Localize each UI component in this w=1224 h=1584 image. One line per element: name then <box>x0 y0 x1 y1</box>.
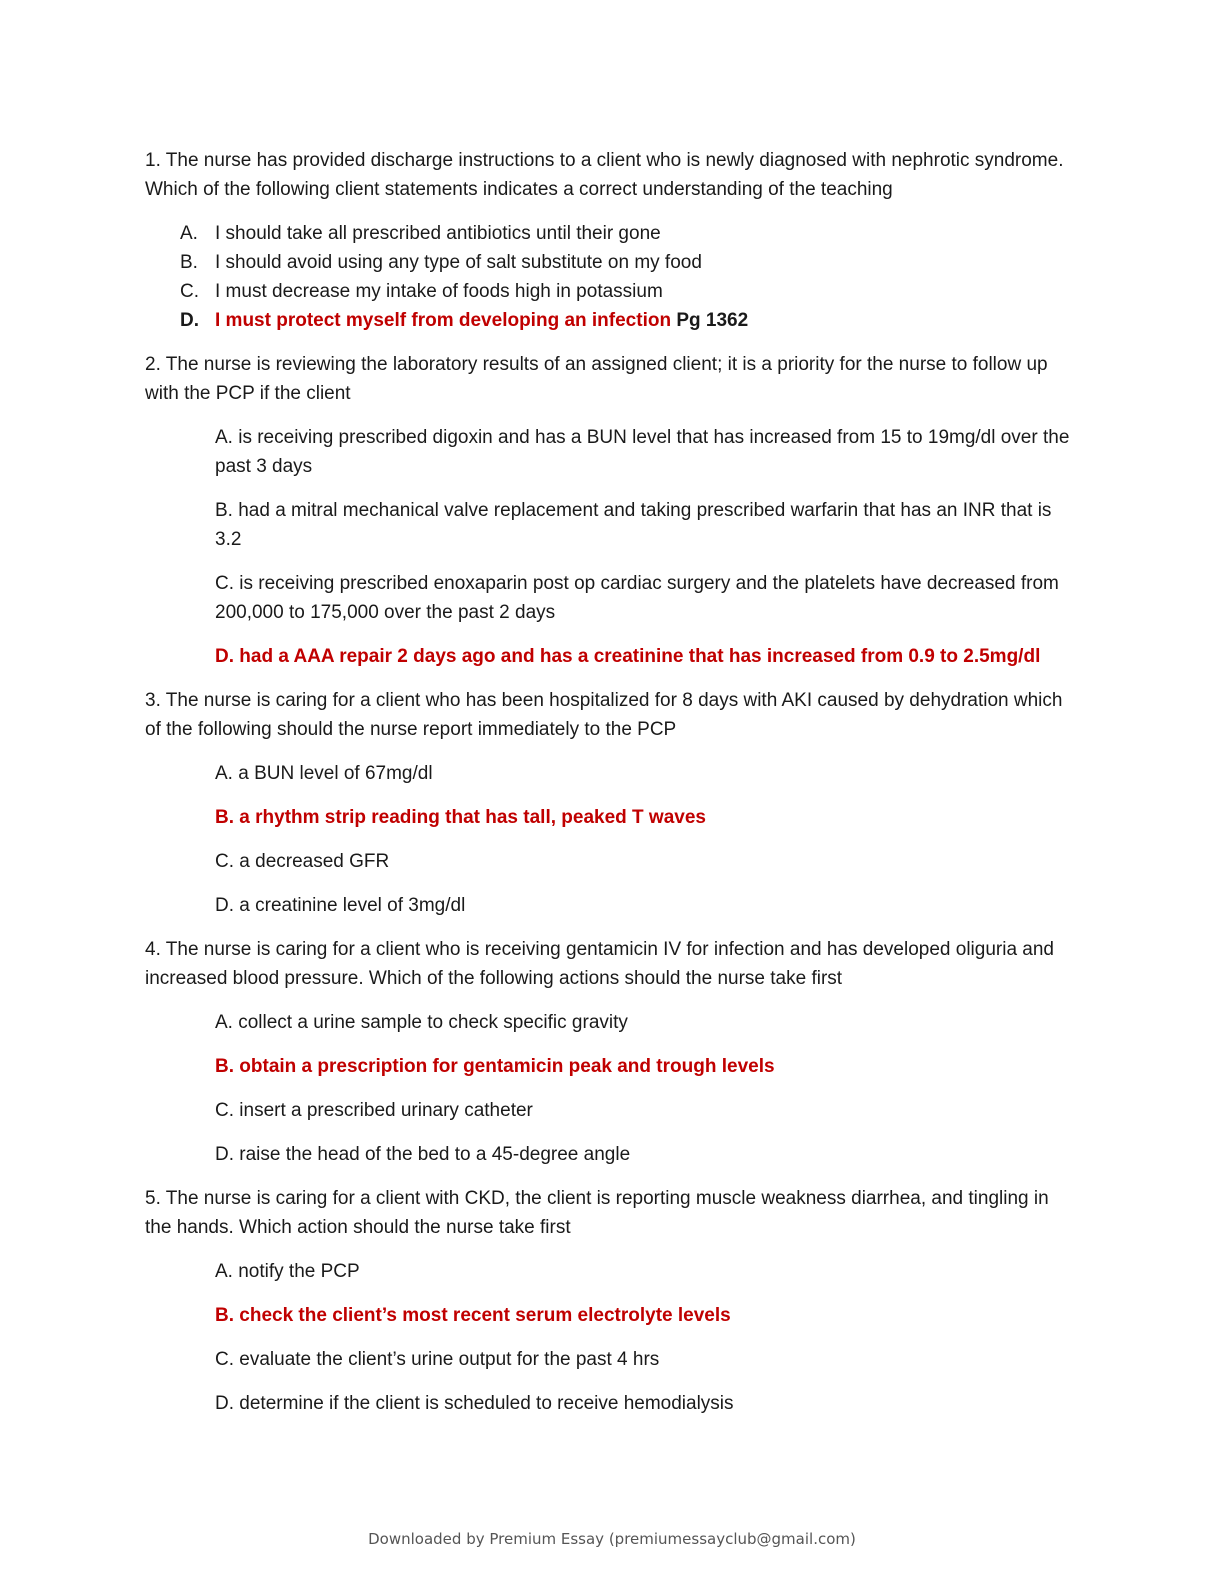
question-5-option-d: D. determine if the client is scheduled to receive hemodialysis <box>215 1393 734 1414</box>
question-4-option-d: D. raise the head of the bed to a 45-degree angle <box>215 1144 631 1165</box>
option-letter: D. <box>180 310 199 331</box>
option-letter: C. <box>180 281 199 302</box>
option-text: I must decrease my intake of foods high in potassium <box>215 281 663 302</box>
question-1-option-c <box>145 277 1075 306</box>
correct-answer-text: I must protect myself from developing an infection <box>215 310 672 331</box>
download-footer: Downloaded by Premium Essay (premiumessayclub@gmail.com) <box>368 1530 856 1548</box>
question-1-option-a <box>145 219 1075 248</box>
question-4-stem: 4. The nurse is caring for a client who is receiving gentamicin IV for infection and has developed oliguria and increased blood pressure. Which of the following actions should the nurse take first <box>145 939 1055 989</box>
question-3-option-c: C. a decreased GFR <box>215 851 390 872</box>
option-letter: A. <box>180 223 198 244</box>
question-2-option-a: A. is receiving prescribed digoxin and has a BUN level that has increased from 15 to 19mg/dl over the past 3 days <box>215 427 1070 477</box>
question-4-option-b-correct: B. obtain a prescription for gentamicin peak and trough levels <box>215 1056 775 1077</box>
question-3-option-a: A. a BUN level of 67mg/dl <box>215 763 433 784</box>
question-3-option-d: D. a creatinine level of 3mg/dl <box>215 895 466 916</box>
option-text: I should avoid using any type of salt substitute on my food <box>215 252 702 273</box>
question-5-option-a: A. notify the PCP <box>215 1261 360 1282</box>
question-5-option-b-correct: B. check the client’s most recent serum electrolyte levels <box>215 1305 731 1326</box>
question-2-option-c: C. is receiving prescribed enoxaparin post op cardiac surgery and the platelets have decreased from 200,000 to 175,000 over the past 2 days <box>215 573 1059 623</box>
question-5-stem: 5. The nurse is caring for a client with CKD, the client is reporting muscle weakness diarrhea, and tingling in the hands. Which action should the nurse take first <box>145 1188 1049 1238</box>
question-1-option-b <box>145 248 1075 277</box>
question-3-option-b-correct: B. a rhythm strip reading that has tall, peaked T waves <box>215 807 706 828</box>
question-3-stem: 3. The nurse is caring for a client who has been hospitalized for 8 days with AKI caused by dehydration which of the following should the nurse report immediately to the PCP <box>145 690 1063 740</box>
option-letter: B. <box>180 252 198 273</box>
question-5-option-c: C. evaluate the client’s urine output for the past 4 hrs <box>215 1349 660 1370</box>
question-4-option-a: A. collect a urine sample to check specific gravity <box>215 1012 628 1033</box>
option-text: I should take all prescribed antibiotics until their gone <box>215 223 661 244</box>
question-2-stem: 2. The nurse is reviewing the laboratory results of an assigned client; it is a priority for the nurse to follow up with the PCP if the client <box>145 354 1048 404</box>
question-list <box>145 146 1075 1433</box>
question-1-options <box>145 219 1075 335</box>
question-2-option-d-correct: D. had a AAA repair 2 days ago and has a creatinine that has increased from 0.9 to 2.5mg/dl <box>215 646 1041 667</box>
question-4-option-c: C. insert a prescribed urinary catheter <box>215 1100 533 1121</box>
question-1-stem: 1. The nurse has provided discharge instructions to a client who is newly diagnosed with nephrotic syndrome. Which of the following client statements indicates a correct understanding of the teaching <box>145 150 1064 200</box>
page-reference: Pg 1362 <box>676 310 749 331</box>
question-2-option-b: B. had a mitral mechanical valve replacement and taking prescribed warfarin that has an INR that is 3.2 <box>215 500 1052 550</box>
question-1-option-d-correct <box>145 306 1075 335</box>
